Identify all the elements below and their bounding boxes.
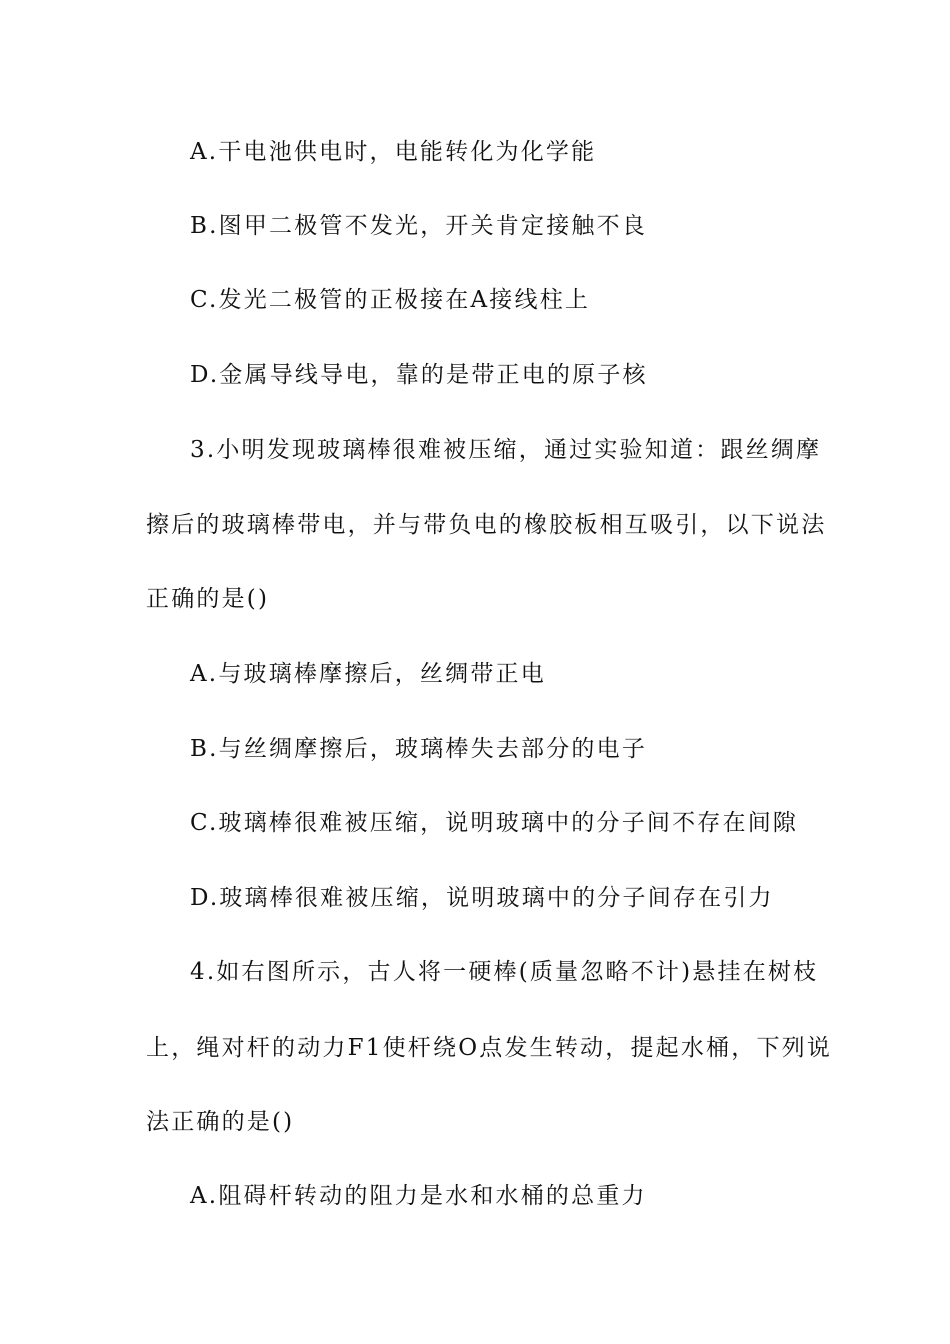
q3-stem-line-2: 擦后的玻璃棒带电，并与带负电的橡胶板相互吸引，以下说法 (146, 512, 827, 538)
q2-option-d: D.金属导线导电，靠的是带正电的原子核 (190, 362, 648, 388)
q2-option-a: A.干电池供电时，电能转化为化学能 (190, 139, 597, 165)
q3-option-c: C.玻璃棒很难被压缩，说明玻璃中的分子间不存在间隙 (190, 810, 799, 836)
q4-stem-line-3: 法正确的是() (146, 1109, 295, 1135)
q3-option-a: A.与玻璃棒摩擦后，丝绸带正电 (190, 661, 546, 687)
q3-stem-line-3: 正确的是() (146, 586, 270, 612)
q3-stem-line-1: 3.小明发现玻璃棒很难被压缩，通过实验知道：跟丝绸摩 (190, 437, 822, 463)
q3-option-b: B.与丝绸摩擦后，玻璃棒失去部分的电子 (190, 736, 648, 762)
q4-stem-line-2: 上，绳对杆的动力F1使杆绕O点发生转动，提起水桶，下列说 (146, 1035, 833, 1061)
q2-option-c: C.发光二极管的正极接在A接线柱上 (190, 287, 591, 313)
q2-option-b: B.图甲二极管不发光，开关肯定接触不良 (190, 213, 648, 239)
q4-stem-line-1: 4.如右图所示，古人将一硬棒(质量忽略不计)悬挂在树枝 (190, 959, 819, 985)
q4-option-a: A.阻碍杆转动的阻力是水和水桶的总重力 (190, 1183, 647, 1209)
q3-option-d: D.玻璃棒很难被压缩，说明玻璃中的分子间存在引力 (190, 885, 774, 911)
